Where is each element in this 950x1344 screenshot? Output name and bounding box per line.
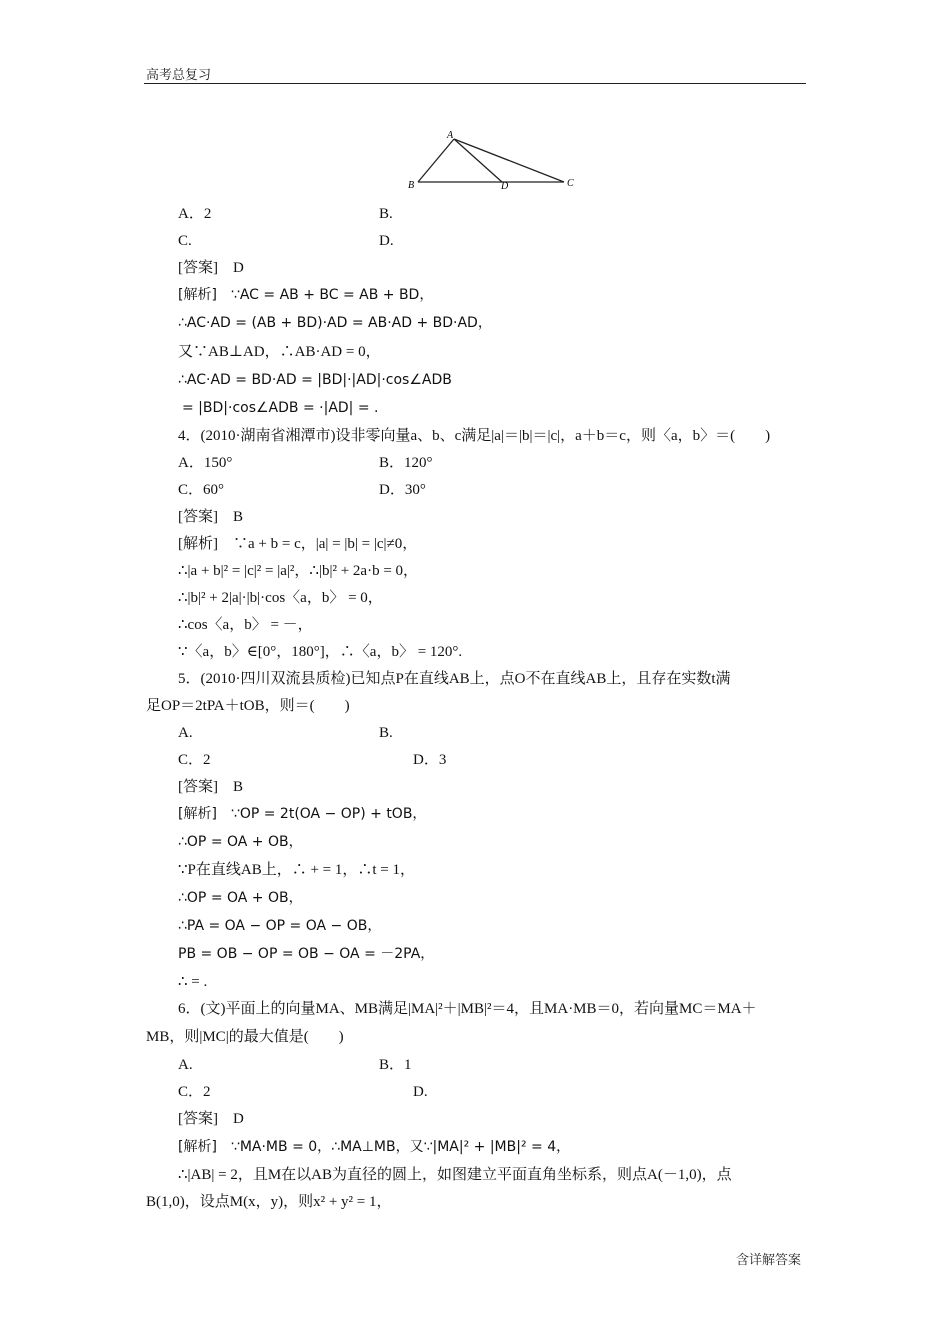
solution-line: ∴|b|² + 2|a|·|b|·cos〈a，b〉 = 0， (178, 590, 383, 606)
option-c: C．2 (178, 1084, 211, 1100)
answer-label: [答案] D (178, 1111, 244, 1127)
solution-line: [解析] ∵AC = AB + BC = AB + BD， (178, 287, 434, 303)
question-5: 5．(2010·四川双流县质检)已知点P在直线AB上，点O不在直线AB上，且存在实数t满 (178, 671, 731, 687)
solution-line: [解析] ∵a + b = c，|a| = |b| = |c|≠0， (178, 536, 418, 552)
option-c: C．60° (178, 482, 225, 498)
solution-line: ∴AC·AD = (AB + BD)·AD = AB·AD + BD·AD， (178, 315, 492, 331)
label-b: B (408, 180, 415, 191)
option-b: B. (379, 206, 393, 222)
option-d: D．30° (379, 482, 426, 498)
label-d: D (501, 181, 509, 192)
triangle-diagram (398, 126, 588, 196)
solution-line: ∴PA = OA − OP = OA − OB， (178, 918, 382, 934)
question-6-cont: MB，则|MC|的最大值是( ) (146, 1029, 344, 1045)
solution-line: ∴OP = OA + OB， (178, 890, 303, 906)
option-b: B．1 (379, 1057, 412, 1073)
label-c: C (567, 178, 574, 189)
edge-ad (454, 139, 502, 182)
answer-label: [答案] D (178, 260, 244, 276)
footer-note: 含详解答案 (736, 1252, 802, 1267)
solution-line: ∴cos〈a，b〉 = －， (178, 617, 313, 633)
question-6: 6．(文)平面上的向量MA、MB满足|MA|²＋|MB|²＝4，且MA·MB＝0，若向量MC＝MA＋ (178, 1001, 757, 1017)
solution-line: [解析] ∵OP = 2t(OA − OP) + tOB， (178, 806, 427, 822)
header-title: 高考总复习 (146, 67, 212, 82)
question-4: 4．(2010·湖南省湘潭市)设非零向量a、b、c满足|a|＝|b|＝|c|，a＋b＝c，则〈a，b〉＝( ) (178, 428, 771, 444)
option-c: C．2 (178, 752, 211, 768)
edge-ac (454, 139, 564, 182)
header-divider (144, 83, 806, 84)
label-a: A (447, 130, 454, 141)
option-d: D. (379, 233, 394, 249)
solution-line: PB = OB − OP = OB − OA = －2PA， (178, 946, 435, 962)
solution-line: ∴|a + b|² = |c|² = |a|²，∴|b|² + 2a·b = 0， (178, 563, 419, 579)
option-a: A．2 (178, 206, 212, 222)
option-a: A. (178, 1057, 193, 1073)
answer-label: [答案] B (178, 779, 243, 795)
solution-line: ∴OP = OA + OB， (178, 834, 303, 850)
solution-line: = |BD|·cos∠ADB = ·|AD| = . (182, 400, 379, 416)
answer-label: [答案] B (178, 509, 243, 525)
option-c: C. (178, 233, 192, 249)
option-b: B．120° (379, 455, 433, 471)
solution-line: ∵〈a，b〉∈[0°，180°]，∴〈a，b〉 = 120°. (178, 644, 463, 660)
solution-line: ∴ = . (178, 974, 208, 990)
edge-ab (418, 139, 454, 182)
option-d: D．3 (413, 752, 447, 768)
solution-line: ∴|AB| = 2，且M在以AB为直径的圆上，如图建立平面直角坐标系，则点A(－1,0)，点 (178, 1167, 732, 1183)
option-b: B. (379, 725, 393, 741)
solution-line: ∴AC·AD = BD·AD = |BD|·|AD|·cos∠ADB (178, 372, 452, 388)
question-5-cont: 足OP＝2tPA＋tOB，则＝( ) (146, 698, 350, 714)
option-d: D. (413, 1084, 428, 1100)
option-a: A．150° (178, 455, 233, 471)
option-a: A. (178, 725, 193, 741)
solution-line: [解析] ∵MA·MB = 0，∴MA⊥MB，又∵|MA|² + |MB|² = 4， (178, 1139, 571, 1155)
solution-line: B(1,0)，设点M(x，y)，则x² + y² = 1， (146, 1194, 392, 1210)
solution-line: 又∵AB⊥AD，∴AB·AD = 0， (178, 344, 381, 360)
solution-line: ∵P在直线AB上，∴ + = 1，∴t = 1， (178, 862, 416, 878)
